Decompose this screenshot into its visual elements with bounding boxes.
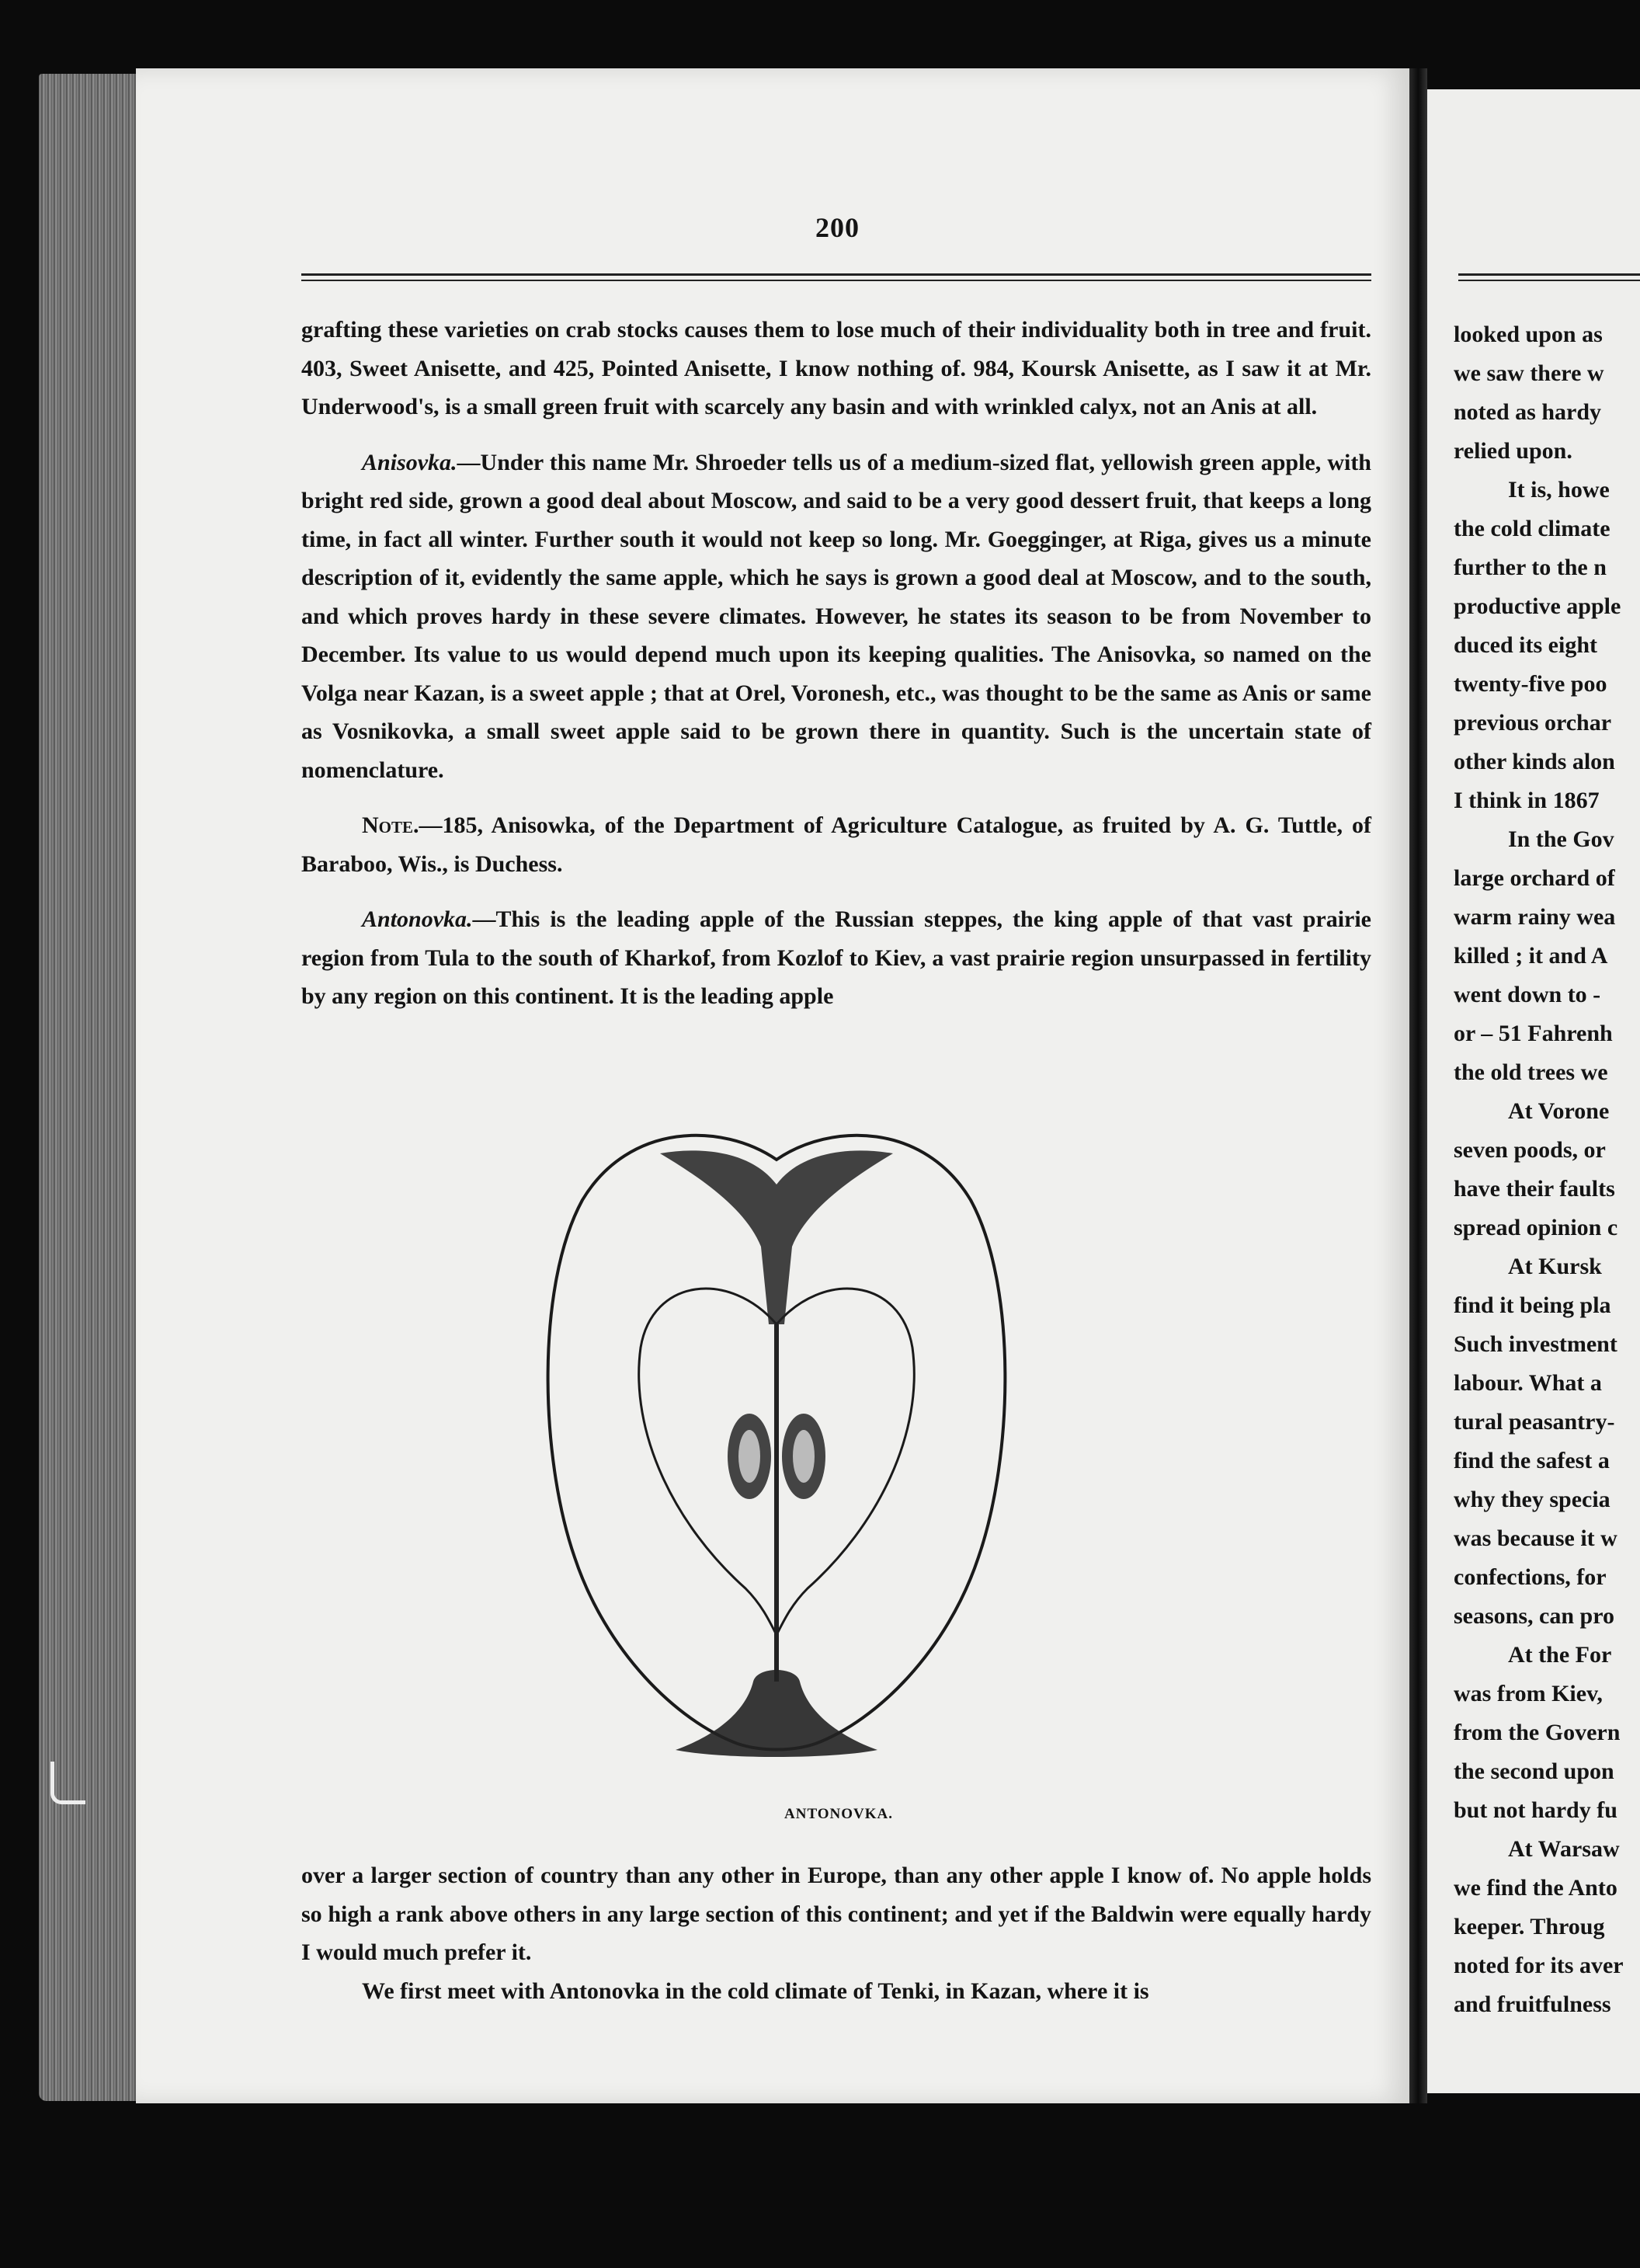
- apple-cross-section-illustration: [544, 1091, 1009, 1790]
- text-block-top: [301, 311, 1371, 1016]
- paragraph-text: —This is the leading apple of the Russian steppes, the king apple of that vast prairie region from Tula to the south of Kharkof, from Kozlof to Kiev, a vast prairie region unsurpassed in fertility by any region on this continent. It is the leading apple: [301, 906, 1371, 1009]
- right-page-line: the cold climate: [1454, 516, 1610, 541]
- stem-cavity: [660, 1150, 893, 1324]
- right-page-line: I think in 1867: [1454, 788, 1600, 813]
- page-number: 200: [815, 212, 860, 243]
- book-gutter: [1409, 68, 1427, 2103]
- right-page-line: At Warsaw: [1508, 1836, 1620, 1862]
- right-page-line: from the Govern: [1454, 1720, 1621, 1745]
- right-page-line: duced its eight: [1454, 632, 1598, 658]
- paragraph-lead: Antonovka.: [362, 906, 473, 932]
- right-page-line: we saw there w: [1454, 360, 1604, 386]
- right-page-line: spread opinion c: [1454, 1215, 1618, 1240]
- right-page-text: [1454, 315, 1640, 2024]
- paragraph-tenki: We first meet with Antonovka in the cold climate of Tenki, in Kazan, where it is: [362, 1978, 1149, 2004]
- right-page-line: seasons, can pro: [1454, 1603, 1614, 1629]
- paragraph-note: [301, 806, 1371, 883]
- paragraph-after-figure: over a larger section of country than any other in Europe, than any other apple I know of. No apple holds so high a rank above others in any large section of this continent; and yet if the Baldwin were equally hardy I would much prefer it.: [301, 1863, 1371, 1965]
- right-header-rule: [1458, 273, 1640, 276]
- right-page-line: the second upon: [1454, 1758, 1614, 1784]
- right-page-line: noted as hardy: [1454, 399, 1602, 425]
- note-lead: Note.: [362, 812, 419, 838]
- header-rule: [301, 273, 1371, 276]
- right-page-line: was because it w: [1454, 1525, 1617, 1551]
- right-page-line: large orchard of: [1454, 865, 1615, 891]
- right-page-line: relied upon.: [1454, 438, 1572, 464]
- right-page-line: At the For: [1508, 1642, 1612, 1668]
- right-page-line: or – 51 Fahrenh: [1454, 1021, 1613, 1046]
- paragraph-1-text: grafting these varieties on crab stocks causes them to lose much of their individuality both in tree and fruit. 403, Sweet Anisette, and 425, Pointed Anisette, I know nothing of. 984, Koursk Anisette, as I saw it at Mr. Underwood's, is a small green fruit with scarcely any basin and with wrinkled calyx, not an Anis at all.: [301, 317, 1371, 419]
- right-page-line: went down to -: [1454, 982, 1601, 1007]
- right-page-line: and fruitfulness: [1454, 1991, 1611, 2017]
- right-page-line: warm rainy wea: [1454, 904, 1616, 930]
- right-page-line: productive apple: [1454, 593, 1621, 619]
- right-page-line: killed ; it and A: [1454, 943, 1608, 969]
- right-page-line: noted for its aver: [1454, 1953, 1624, 1978]
- right-header-rule-thin: [1458, 280, 1640, 281]
- right-page-line: previous orchar: [1454, 710, 1612, 736]
- right-page-line: labour. What a: [1454, 1370, 1602, 1396]
- right-page-line: the old trees we: [1454, 1059, 1608, 1085]
- paragraph-1: [301, 311, 1371, 426]
- right-page-line: we find the Anto: [1454, 1875, 1617, 1901]
- right-page-line: further to the n: [1454, 555, 1607, 580]
- right-page-line: but not hardy fu: [1454, 1797, 1617, 1823]
- right-page-line: looked upon as: [1454, 322, 1603, 347]
- calyx-base: [676, 1670, 877, 1757]
- right-page-line: In the Gov: [1508, 826, 1614, 852]
- text-block-bottom: [301, 1856, 1371, 2010]
- header-rule-thin: [301, 280, 1371, 281]
- paragraph-antonovka: [301, 900, 1371, 1016]
- right-page-line: other kinds alon: [1454, 749, 1615, 774]
- right-page-line: find it being pla: [1454, 1292, 1611, 1318]
- note-text: —185, Anisowka, of the Department of Agriculture Catalogue, as fruited by A. G. Tuttle, of Baraboo, Wis., is Duchess.: [301, 812, 1371, 877]
- figure-caption: ANTONOVKA.: [784, 1806, 894, 1822]
- right-page-line: tural peasantry-: [1454, 1409, 1615, 1435]
- right-page-line: twenty-five poo: [1454, 671, 1607, 697]
- paragraph-anisovka: [301, 444, 1371, 790]
- right-page-line: find the safest a: [1454, 1448, 1610, 1473]
- right-page-line: It is, howe: [1508, 477, 1610, 503]
- right-page-line: At Kursk: [1508, 1254, 1602, 1279]
- right-page-line: seven poods, or: [1454, 1137, 1606, 1163]
- right-page-line: Such investment: [1454, 1331, 1617, 1357]
- paragraph-lead: Anisovka.: [362, 449, 457, 475]
- right-page-line: was from Kiev,: [1454, 1681, 1603, 1706]
- right-page-line: why they specia: [1454, 1487, 1610, 1512]
- right-page-line: keeper. Throug: [1454, 1914, 1605, 1939]
- right-page-line: At Vorone: [1508, 1098, 1610, 1124]
- paragraph-text: —Under this name Mr. Shroeder tells us of a medium-sized flat, yellowish green apple, with bright red side, grown a good deal about Moscow, and said to be a very good dessert fruit, that keeps a long time, in fact all winter. Further south it would not keep so long. Mr. Goegginger, at Riga, gives us a minute description of it, evidently the same apple, which he says is grown a good deal at Moscow, and to the south, and which proves hardy in these severe climates. However, he states its season to be from November to December. Its value to us would depend much upon its keeping qualities. The Anisovka, so named on the Volga near Kazan, is a sweet apple ; that at Orel, Voronesh, etc., was thought to be the same as Anis or same as Vosnikovka, a small sweet apple said to be grown there in quantity. Such is the uncertain state of nomenclature.: [301, 449, 1371, 783]
- right-page-line: have their faults: [1454, 1176, 1615, 1202]
- right-page-line: confections, for: [1454, 1564, 1607, 1590]
- scan-mark: [50, 1762, 85, 1804]
